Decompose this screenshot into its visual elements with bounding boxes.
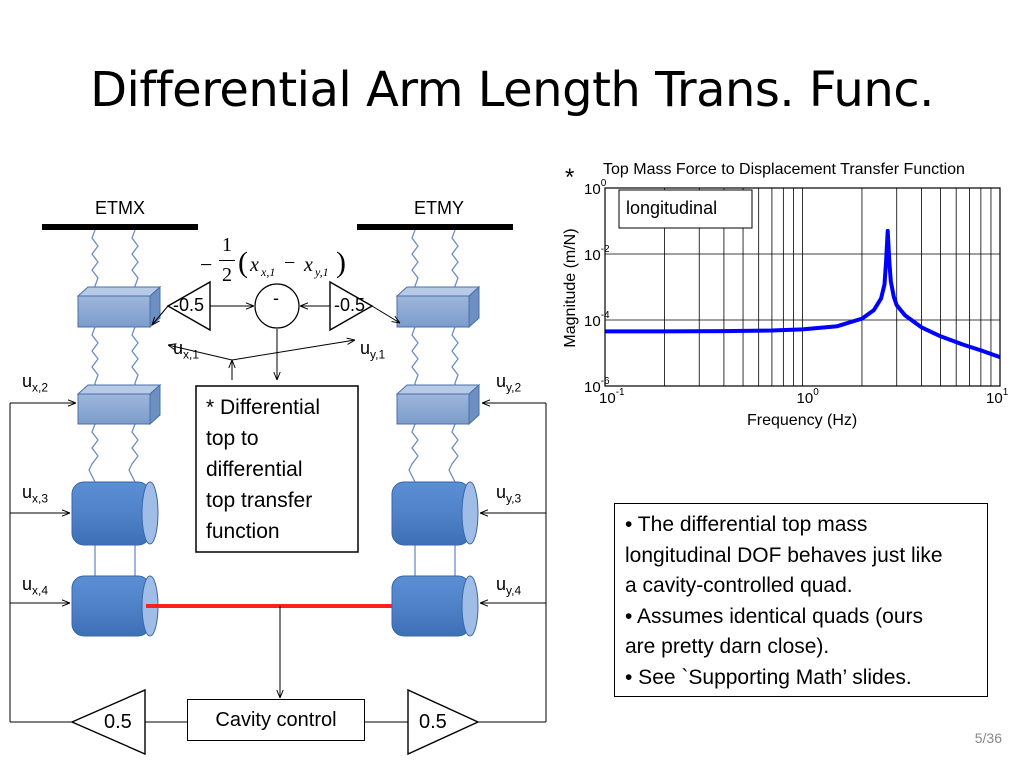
plot-xlabel: Frequency (Hz) <box>747 412 858 429</box>
formula-x-sub: x,1 <box>261 265 276 279</box>
bottom-gain-left-label: 0.5 <box>104 711 132 733</box>
left-upper-intermediate-mass <box>78 385 160 424</box>
right-penultimate-mass <box>392 482 478 545</box>
note-line: are pretty darn close). <box>625 635 830 658</box>
left-top-mass <box>78 287 160 327</box>
page-number: 5/36 <box>974 730 1002 746</box>
formula-x-body: x <box>250 254 259 276</box>
uy2-label: $u_{y,2}$ <box>496 371 522 395</box>
sum-sign: - <box>273 288 279 308</box>
notes-box <box>614 503 988 697</box>
ux1-label: $u_{x,1}$ <box>173 338 200 362</box>
note-line: • The differential top mass <box>625 513 868 536</box>
note-line: a cavity-controlled quad. <box>625 574 853 597</box>
formula-numerator: 1 <box>222 234 232 256</box>
ux2-label: $u_{x,2}$ <box>22 371 49 395</box>
y-tick-label: $10^{-6}$ <box>584 376 610 396</box>
bottom-gain-right-label: 0.5 <box>419 711 447 733</box>
page-title: Differential Arm Length Trans. Func. <box>90 62 934 118</box>
left-feedback-lines <box>10 403 76 722</box>
note-line: longitudinal DOF behaves just like <box>625 543 943 567</box>
right-top-mass <box>397 287 479 327</box>
fraction-bar <box>219 260 235 261</box>
y-tick-label: $10^{-4}$ <box>584 310 610 330</box>
formula-y-sub: y,1 <box>315 265 329 279</box>
x-tick-label: $10^{-1}$ <box>599 387 625 407</box>
uy1-label: $u_{y,1}$ <box>360 338 386 362</box>
plot-ylabel: Magnitude (m/N) <box>562 228 579 348</box>
etmx-label: ETMX <box>95 198 146 218</box>
plot-asterisk: * <box>565 164 575 191</box>
uy4-label: $u_{y,4}$ <box>496 574 522 598</box>
x-tick-label: $10^0$ <box>796 387 819 407</box>
gain-left-label: -0.5 <box>173 295 205 315</box>
paren-right: ) <box>336 246 346 279</box>
note-box-text: * Differential top to differential top transfer function <box>206 396 321 543</box>
formula-minus: − <box>200 252 213 277</box>
uy3-label: $u_{y,3}$ <box>496 482 522 506</box>
y-tick-label: $10^{-2}$ <box>584 244 610 264</box>
left-penultimate-mass <box>72 482 158 545</box>
right-test-mass <box>392 576 478 636</box>
transfer-function-plot <box>605 188 1005 398</box>
y-tick-label: $10^0$ <box>584 178 607 198</box>
formula-mid-minus: − <box>284 252 296 274</box>
plot-title: Top Mass Force to Displacement Transfer Function <box>603 161 965 178</box>
formula <box>200 232 360 300</box>
etmy-label: ETMY <box>414 198 465 218</box>
right-feedback-lines <box>478 403 546 722</box>
paren-left: ( <box>238 246 248 279</box>
note-line: • See `Supporting Math’ slides. <box>625 665 912 689</box>
note-line: • Assumes identical quads (ours <box>625 604 923 628</box>
right-upper-intermediate-mass <box>397 385 479 424</box>
legend-label: longitudinal <box>626 198 718 218</box>
ux4-label: $u_{x,4}$ <box>22 574 49 598</box>
x-tick-label: $10^1$ <box>986 387 1009 407</box>
formula-denominator: 2 <box>222 264 232 286</box>
gain-right-label: -0.5 <box>334 295 366 315</box>
ux3-label: $u_{x,3}$ <box>22 482 49 506</box>
cavity-control-box: Cavity control <box>187 699 365 741</box>
left-test-mass <box>72 576 158 636</box>
formula-y-body: x <box>304 254 313 276</box>
